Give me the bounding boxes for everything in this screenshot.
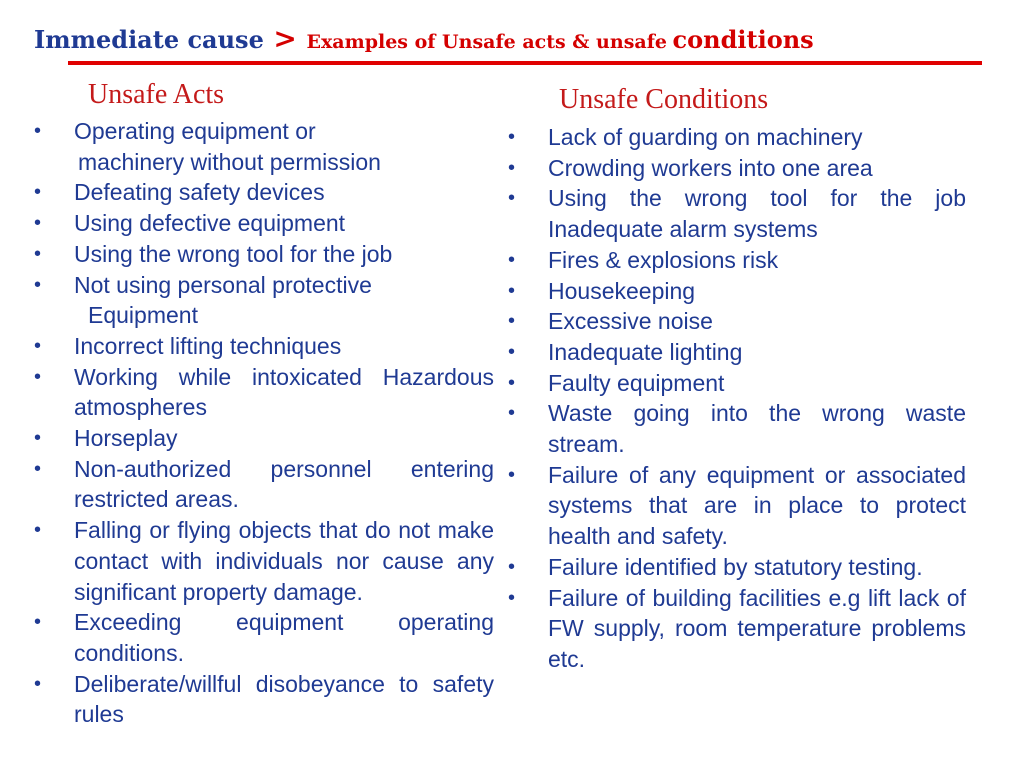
- list-item-line: Excessive noise: [548, 308, 713, 335]
- list-item-text: [548, 460, 966, 552]
- list-item-text: [548, 337, 966, 368]
- list-item: [508, 245, 966, 276]
- title-separator: >: [273, 22, 297, 55]
- list-item-text: [74, 515, 494, 607]
- unsafe-conditions-heading: Unsafe Conditions: [559, 84, 769, 115]
- bullet-icon: •: [508, 402, 516, 425]
- list-item-line: Defeating safety devices: [74, 179, 325, 206]
- list-item: [34, 331, 494, 362]
- bullet-icon: •: [508, 156, 516, 179]
- unsafe-conditions-list: [508, 122, 966, 675]
- list-item-text: [74, 208, 494, 239]
- list-item: [508, 153, 966, 184]
- list-item-line: Operating equipment or: [74, 118, 316, 144]
- bullet-icon: •: [508, 555, 516, 578]
- list-item-line: Crowding workers into one area: [548, 154, 873, 181]
- list-item-text: [74, 362, 494, 423]
- list-item-line: Using the wrong tool for the job: [74, 240, 393, 267]
- bullet-icon: •: [34, 212, 42, 235]
- list-item-line: Faulty equipment: [548, 369, 725, 396]
- list-item-line: Horseplay: [74, 425, 178, 452]
- bullet-icon: •: [508, 126, 516, 148]
- bullet-icon: •: [508, 371, 516, 394]
- list-item-line: machinery without permission: [78, 148, 381, 175]
- bullet-icon: •: [508, 248, 516, 271]
- list-item-line: Equipment: [88, 302, 198, 329]
- bullet-icon: •: [34, 334, 42, 357]
- list-item-line: Incorrect lifting techniques: [74, 332, 342, 359]
- list-item-text: [74, 454, 494, 515]
- bullet-icon: •: [508, 310, 516, 333]
- list-item-line: Failure of any equipment or associated systems that are in place to protect health and safety.: [548, 461, 966, 550]
- bullet-icon: •: [34, 273, 42, 296]
- list-item-text: [74, 239, 494, 270]
- list-item: [508, 306, 966, 337]
- list-item-text: [548, 122, 966, 153]
- list-item-line: Using the wrong tool for the job Inadequate alarm systems: [548, 185, 966, 243]
- list-item-text: [548, 398, 966, 459]
- list-item-text: [548, 245, 966, 276]
- list-item: [34, 362, 494, 423]
- list-item: [508, 398, 966, 459]
- list-item-line: Lack of guarding on machinery: [548, 124, 863, 150]
- list-item-text: [74, 669, 494, 730]
- list-item-line: Falling or flying objects that do not make contact with individuals nor cause any significant property damage.: [74, 517, 494, 605]
- list-item: [34, 423, 494, 454]
- slide-title: [34, 22, 994, 55]
- list-item-line: Failure of building facilities e.g lift lack of FW supply, room temperature problems etc.: [548, 584, 966, 672]
- bullet-icon: •: [508, 187, 516, 210]
- bullet-icon: •: [34, 611, 42, 634]
- list-item-text: [74, 423, 494, 454]
- list-item: [34, 515, 494, 607]
- list-item-text: [548, 583, 966, 675]
- list-item: [508, 583, 966, 675]
- list-item-text: [548, 153, 966, 184]
- bullet-icon: •: [34, 457, 42, 480]
- list-item-text: [74, 177, 494, 208]
- list-item: [34, 454, 494, 515]
- list-item-line: Fires & explosions risk: [548, 246, 779, 273]
- bullet-icon: •: [508, 586, 516, 609]
- list-item: [34, 669, 494, 730]
- list-item-line: Waste going into the wrong waste stream.: [548, 400, 966, 458]
- bullet-icon: •: [34, 672, 42, 695]
- list-item-line: Non-authorized personnel entering restricted areas.: [74, 455, 494, 513]
- list-item-line: Failure identified by statutory testing.: [548, 553, 923, 580]
- list-item-line: Working while intoxicated Hazardous atmospheres: [74, 363, 494, 421]
- list-item-text: [548, 552, 966, 583]
- list-item: [34, 116, 494, 177]
- list-item: [508, 460, 966, 552]
- list-item-text: [548, 183, 966, 244]
- bullet-icon: •: [34, 519, 42, 542]
- list-item: [34, 177, 494, 208]
- unsafe-acts-list: [34, 116, 494, 730]
- bullet-icon: •: [508, 463, 516, 486]
- list-item: [34, 208, 494, 239]
- list-item-line: Exceeding equipment operating conditions.: [74, 609, 494, 666]
- list-item: [508, 183, 966, 244]
- list-item-text: [548, 306, 966, 337]
- bullet-icon: •: [34, 120, 42, 142]
- list-item: [34, 607, 494, 668]
- list-item-line: Deliberate/willful disobeyance to safety rules: [74, 670, 494, 728]
- title-subtitle: Examples of Unsafe acts & unsafe: [306, 31, 667, 53]
- bullet-icon: •: [34, 181, 42, 204]
- bullet-icon: •: [34, 427, 42, 450]
- list-item: [508, 337, 966, 368]
- list-item: [34, 270, 494, 331]
- list-item: [508, 368, 966, 399]
- bullet-icon: •: [34, 365, 42, 388]
- list-item-line: Inadequate lighting: [548, 338, 743, 365]
- list-item-text: [74, 270, 494, 331]
- list-item-line: Housekeeping: [548, 277, 696, 304]
- list-item-text: [74, 116, 494, 177]
- bullet-icon: •: [508, 279, 516, 302]
- list-item-line: Using defective equipment: [74, 210, 346, 237]
- title-subtitle-last: conditions: [672, 25, 814, 54]
- list-item: [508, 552, 966, 583]
- unsafe-acts-heading: Unsafe Acts: [88, 79, 225, 110]
- list-item-text: [74, 331, 494, 362]
- title-main: Immediate cause: [34, 25, 264, 54]
- list-item-text: [74, 607, 494, 668]
- list-item: [34, 239, 494, 270]
- list-item-text: [548, 368, 966, 399]
- bullet-icon: •: [508, 340, 516, 363]
- bullet-icon: •: [34, 242, 42, 265]
- list-item-text: [548, 276, 966, 307]
- title-underline: [68, 61, 982, 65]
- list-item: [508, 276, 966, 307]
- list-item-line: Not using personal protective: [74, 271, 372, 298]
- list-item: [508, 122, 966, 153]
